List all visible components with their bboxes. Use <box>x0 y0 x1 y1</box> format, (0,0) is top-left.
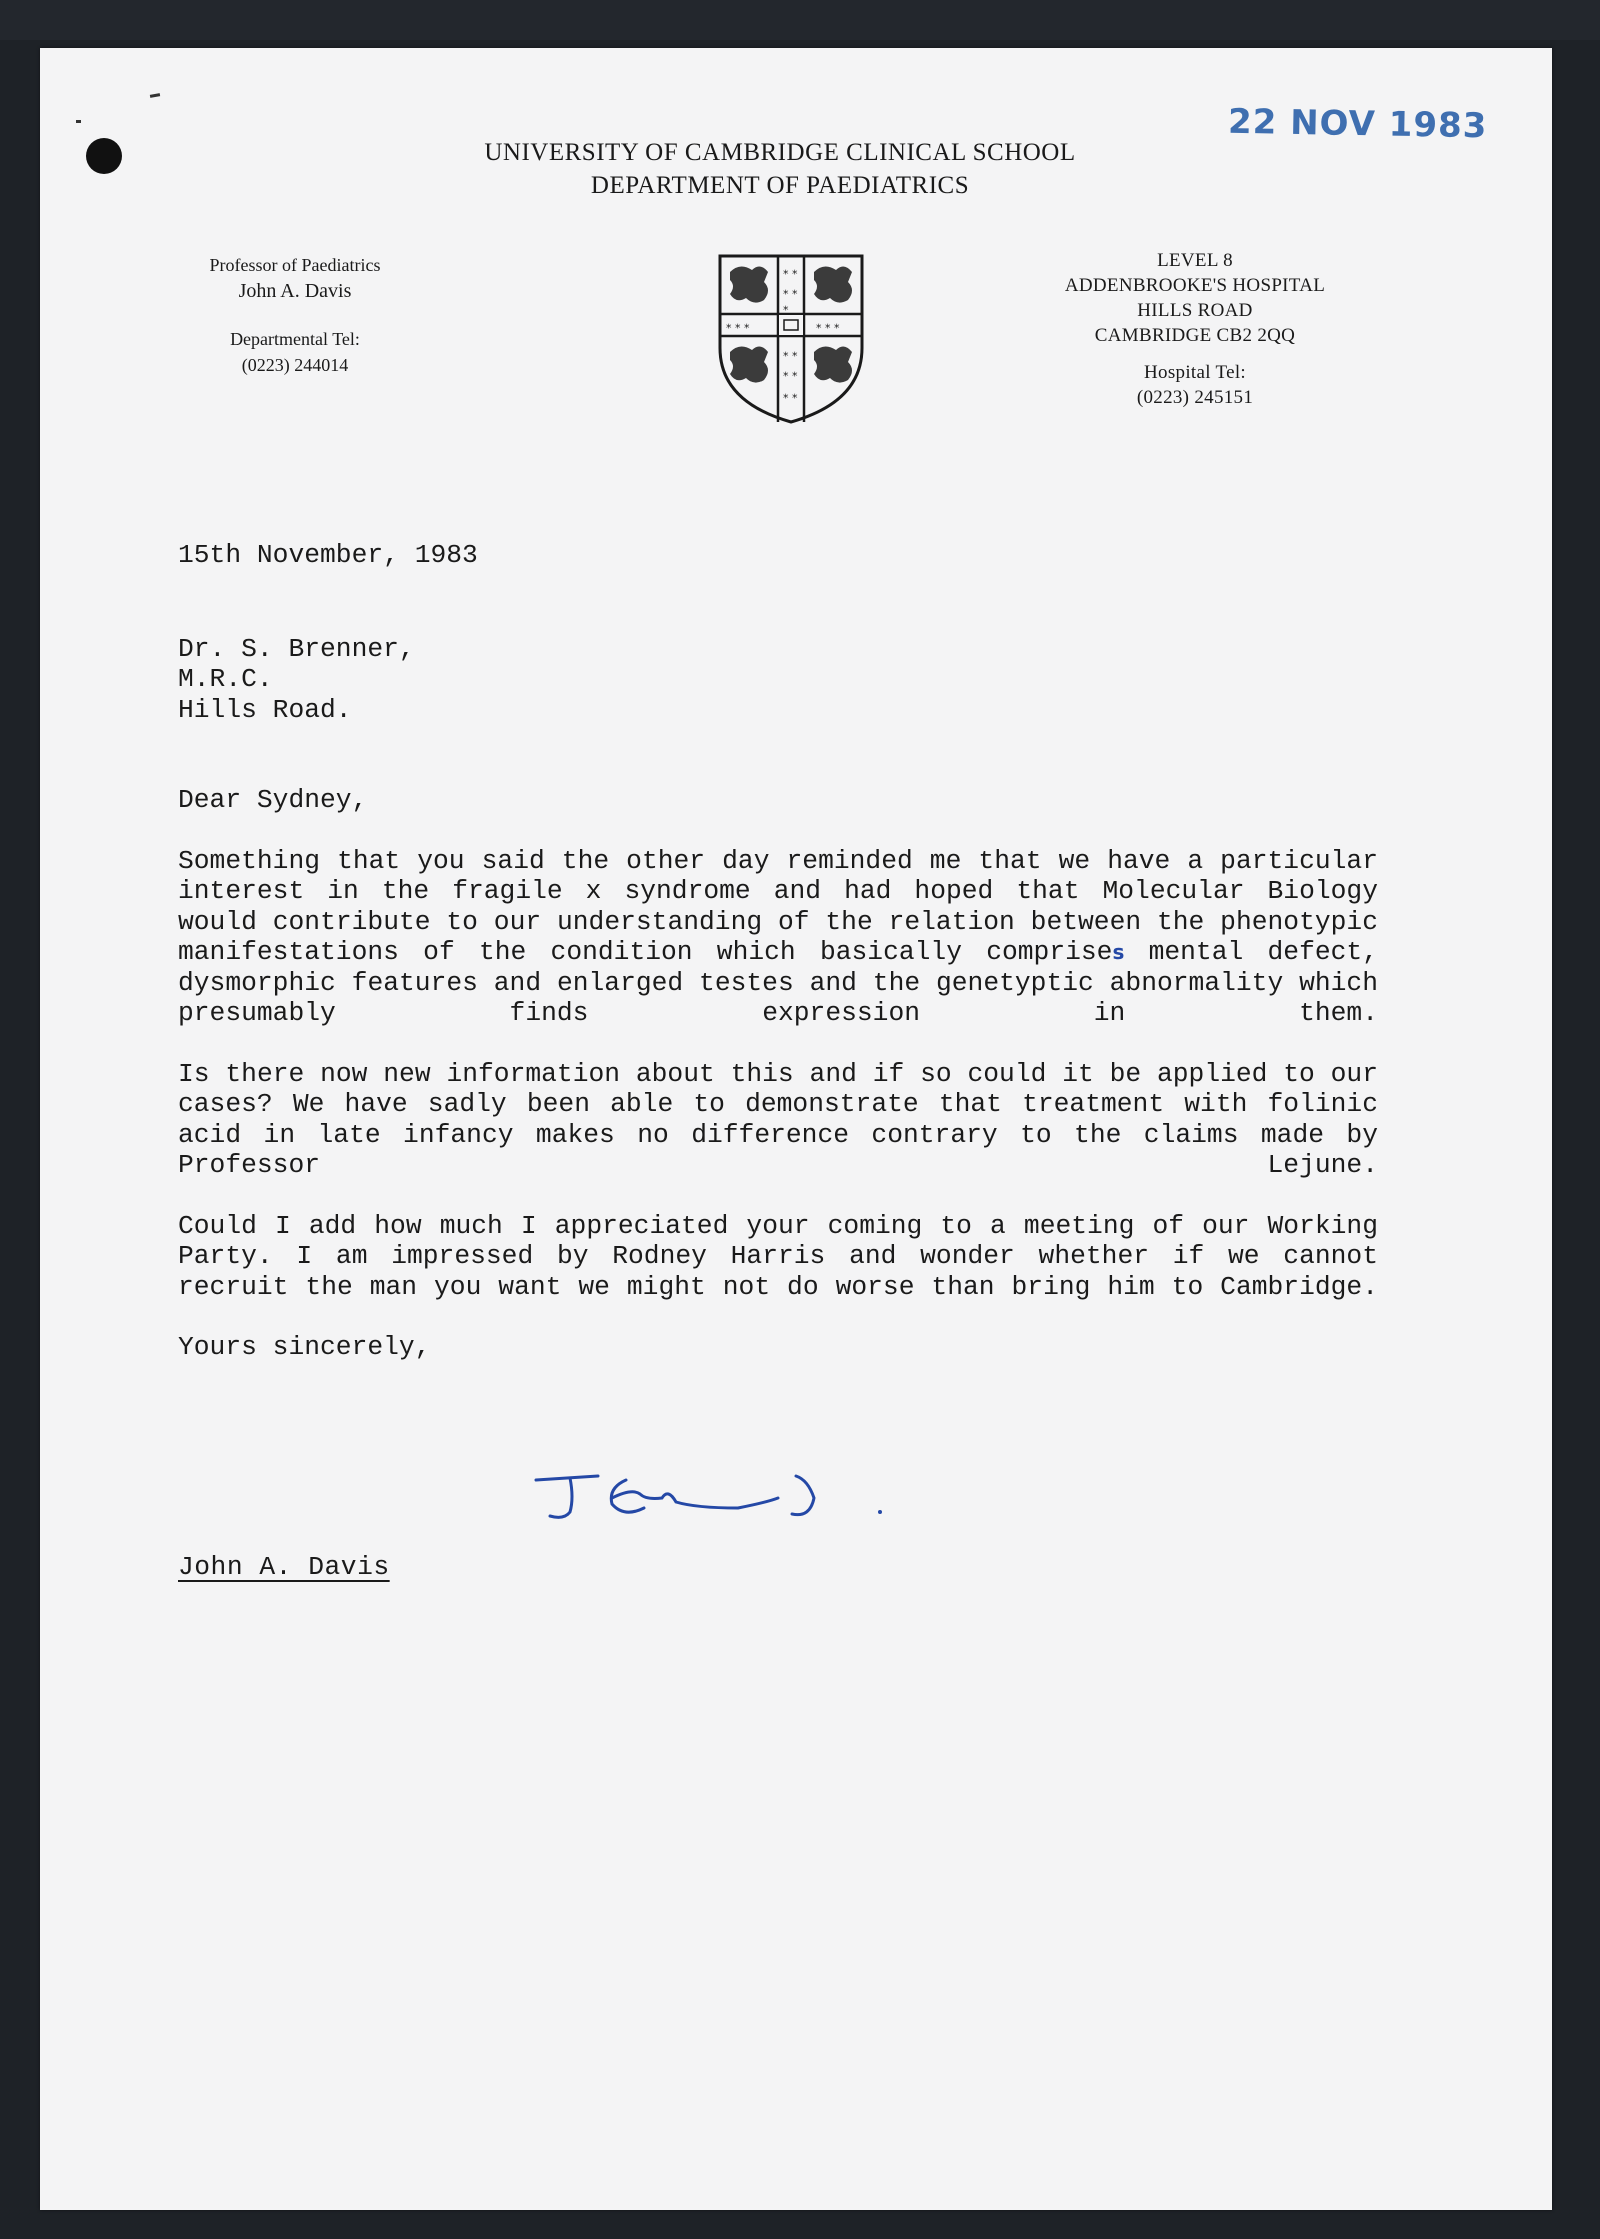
paper-mark <box>150 93 160 98</box>
university-coat-of-arms-icon <box>716 252 866 424</box>
professor-title: Professor of Paediatrics <box>209 255 381 275</box>
svg-text:⁎ ⁎: ⁎ ⁎ <box>783 284 798 297</box>
svg-text:⁎ ⁎: ⁎ ⁎ <box>783 346 798 359</box>
svg-text:⁎ ⁎: ⁎ ⁎ <box>783 388 798 401</box>
letterhead-left-block <box>150 252 440 378</box>
svg-text:⁎ ⁎: ⁎ ⁎ <box>783 264 798 277</box>
letter-body <box>178 540 1378 1363</box>
svg-text:⁎ ⁎ ⁎: ⁎ ⁎ ⁎ <box>726 318 750 331</box>
departmental-tel: (0223) 244014 <box>241 355 349 375</box>
department-name: DEPARTMENT OF PAEDIATRICS <box>590 172 970 199</box>
svg-text:⁎: ⁎ <box>783 300 789 313</box>
recipient-address <box>178 634 1378 726</box>
handwritten-insertion: s <box>1112 940 1125 964</box>
letterhead-institution <box>360 136 1200 202</box>
recipient-line: M.R.C. <box>178 664 273 694</box>
paper-mark <box>76 120 81 123</box>
letterhead-right-block <box>1000 248 1390 410</box>
professor-name: John A. Davis <box>238 280 352 302</box>
svg-text:⁎ ⁎ ⁎: ⁎ ⁎ ⁎ <box>816 318 840 331</box>
paragraph-3: Could I add how much I appreciated your coming to a meeting of our Working Party. I am impressed by Rodney Harris and wonder whether if we cannot recruit the man you want we might not do worse than bring him to Cambridge. <box>178 1210 1378 1302</box>
paragraph-1-text-b: mental defect, dysmorphic features and enlarged testes and the genetyptic abnormality which presumably finds expression in them. <box>178 937 1378 1028</box>
recipient-line: Hills Road. <box>178 694 352 725</box>
paragraph-1 <box>178 846 1378 1029</box>
signatory-name: John A. Davis <box>178 1552 390 1582</box>
address-level: LEVEL 8 <box>1157 250 1233 271</box>
departmental-tel-label: Departmental Tel: <box>230 329 360 349</box>
closing: Yours sincerely, <box>178 1332 431 1362</box>
hospital-tel-label: Hospital Tel: <box>1144 362 1246 383</box>
punch-hole <box>86 138 122 174</box>
address-road: HILLS ROAD <box>1137 300 1253 321</box>
received-date-stamp: 22 NOV 1983 <box>1227 101 1488 147</box>
handwritten-signature-icon <box>528 1458 888 1528</box>
salutation: Dear Sydney, <box>178 785 368 815</box>
svg-text:⁎ ⁎: ⁎ ⁎ <box>783 366 798 379</box>
hospital-tel: (0223) 245151 <box>1136 387 1254 408</box>
background-edge <box>0 0 1600 40</box>
address-city: CAMBRIDGE CB2 2QQ <box>1094 325 1296 346</box>
institution-name: UNIVERSITY OF CAMBRIDGE CLINICAL SCHOOL <box>484 139 1076 166</box>
paragraph-1-text-a: Something that you said the other day reminded me that we have a particular interest in the fragile x syndrome and had hoped that Molecular Biology would contribute to our understanding of the relation between the phenotypic manifestations of the condition which basically comprise <box>178 845 1378 967</box>
address-hospital: ADDENBROOKE'S HOSPITAL <box>1064 275 1326 296</box>
recipient-line: Dr. S. Brenner, <box>178 633 415 664</box>
paragraph-2: Is there now new information about this and if so could it be applied to our cases? We have sadly been able to demonstrate that treatment with folinic acid in late infancy makes no difference contrary to the claims made by Professor Lejune. <box>178 1058 1378 1180</box>
letter-date: 15th November, 1983 <box>178 540 478 570</box>
